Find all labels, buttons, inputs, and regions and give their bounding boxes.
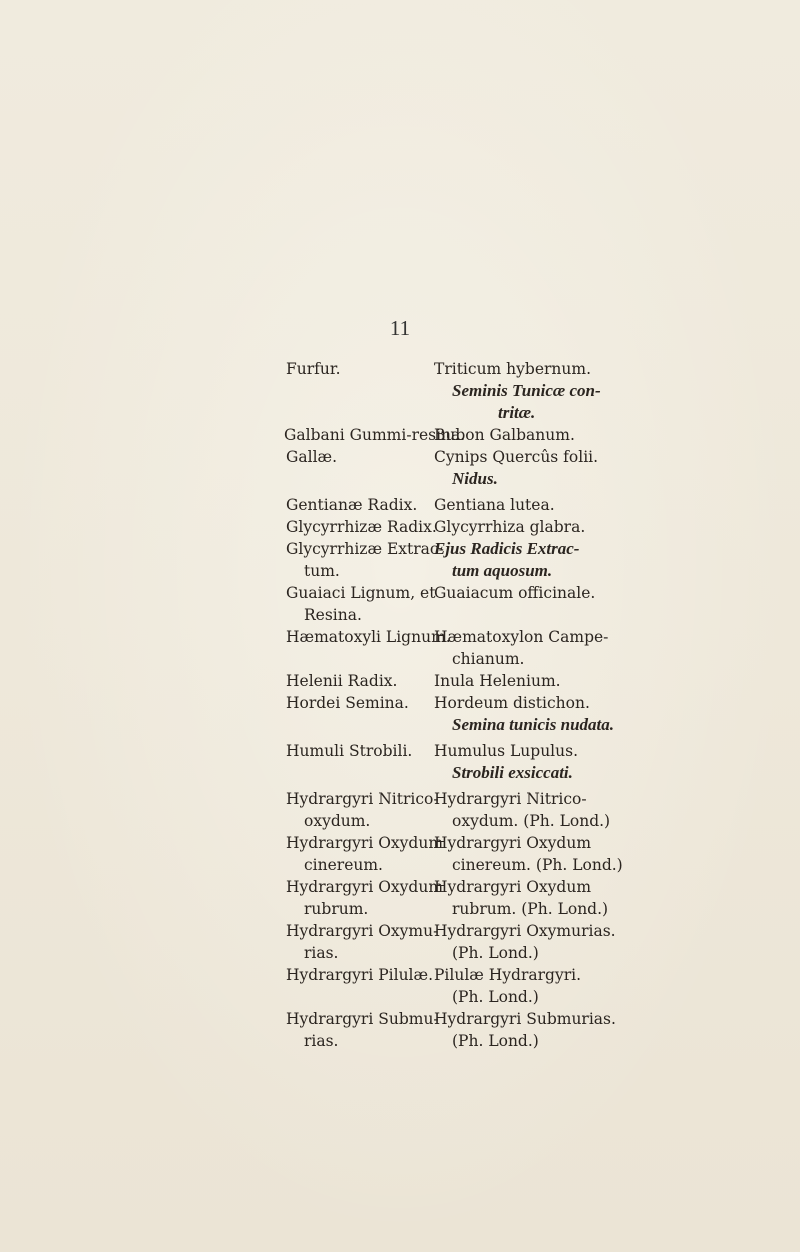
official-name-line: Hydrargyri Oxydum — [286, 834, 444, 852]
official-name-line: Galbani Gummi-resina. — [284, 426, 466, 444]
list-entry — [286, 832, 666, 876]
source-name — [434, 582, 666, 604]
official-name-line: Glycyrrhizæ Radix. — [286, 518, 437, 536]
source-name-line: Triticum hybernum. — [434, 360, 592, 378]
source-name — [434, 494, 666, 516]
official-name — [286, 582, 434, 626]
list-entry — [286, 964, 666, 1008]
source-name-line: Hydrargyri Oxymurias. — [434, 922, 616, 940]
source-name-line: (Ph. Lond.) — [452, 988, 539, 1006]
official-name-line: Hydrargyri Oxymu- — [286, 922, 439, 940]
source-name — [434, 740, 666, 784]
source-name-line: Hydrargyri Submurias. — [434, 1010, 616, 1028]
official-name-line: tum. — [304, 562, 340, 580]
source-name — [434, 358, 666, 424]
official-name-line: Furfur. — [286, 360, 341, 378]
list-entry — [286, 788, 666, 832]
list-entry — [286, 692, 666, 736]
official-name — [286, 740, 434, 762]
source-name-line: (Ph. Lond.) — [452, 944, 539, 962]
official-name — [286, 788, 439, 832]
official-name-line: Glycyrrhizæ Extrac- — [286, 540, 444, 558]
official-name — [286, 670, 434, 692]
source-name — [434, 964, 666, 1008]
source-name-line: Inula Helenium. — [434, 672, 561, 690]
source-name-line: Gentiana lutea. — [434, 496, 555, 514]
source-name-line: Guaiacum officinale. — [434, 584, 596, 602]
source-name — [434, 788, 666, 832]
official-name — [286, 1008, 439, 1052]
source-name-line: Hordeum distichon. — [434, 694, 590, 712]
source-note: Seminis Tunicæ con- — [452, 381, 601, 400]
official-name — [286, 832, 444, 876]
official-name — [286, 964, 434, 986]
list-entry — [286, 1008, 666, 1052]
page-number: 11 — [389, 316, 411, 340]
source-name — [434, 424, 666, 446]
source-name-line: Hydrargyri Nitrico- — [434, 790, 587, 808]
source-name-line: oxydum. (Ph. Lond.) — [452, 812, 611, 830]
source-note: Semina tunicis nudata. — [452, 715, 615, 734]
official-name-line: oxydum. — [304, 812, 371, 830]
source-name — [434, 876, 666, 920]
official-name-line: cinereum. — [304, 856, 383, 874]
materia-medica-list — [286, 358, 666, 1052]
official-name-line: rubrum. — [304, 900, 369, 918]
official-name-line: Hordei Semina. — [286, 694, 409, 712]
official-name — [286, 920, 439, 964]
list-entry — [286, 516, 666, 538]
list-entry — [286, 424, 666, 446]
list-entry — [286, 740, 666, 784]
source-name-line: Pilulæ Hydrargyri. — [434, 966, 582, 984]
source-name — [434, 670, 666, 692]
source-name — [434, 1008, 666, 1052]
official-name-line: Hæmatoxyli Lignum. — [286, 628, 451, 646]
list-entry — [286, 626, 666, 670]
official-name-line: Hydrargyri Oxydum — [286, 878, 444, 896]
official-name-line: Hydrargyri Nitrico- — [286, 790, 439, 808]
source-name-line: Hydrargyri Oxydum — [434, 878, 592, 896]
source-name-line: (Ph. Lond.) — [452, 1032, 539, 1050]
official-name-line: rias. — [304, 1032, 339, 1050]
source-name-line: Hæmatoxylon Campe- — [434, 628, 609, 646]
official-name — [286, 626, 451, 648]
source-name — [434, 538, 666, 582]
official-name — [286, 494, 434, 516]
source-name — [434, 692, 666, 736]
source-note: tum aquosum. — [452, 561, 553, 580]
source-name-line: Hydrargyri Oxydum — [434, 834, 592, 852]
official-name — [286, 516, 437, 538]
source-note: Strobili exsiccati. — [452, 763, 573, 782]
source-name — [434, 626, 666, 670]
source-note: tritæ. — [498, 403, 536, 422]
source-name-line: Bubon Galbanum. — [434, 426, 575, 444]
official-name-line: Hydrargyri Submu- — [286, 1010, 439, 1028]
source-name-line: Humulus Lupulus. — [434, 742, 579, 760]
official-name-line: Humuli Strobili. — [286, 742, 413, 760]
official-name — [286, 538, 444, 582]
official-name-line: Resina. — [304, 606, 362, 624]
official-name-line: Gallæ. — [286, 448, 338, 466]
official-name-line: Guaiaci Lignum, et — [286, 584, 436, 602]
official-name — [286, 692, 434, 714]
source-name-line: chianum. — [452, 650, 525, 668]
source-name-line: Cynips Quercûs folii. — [434, 448, 599, 466]
source-name-line: Glycyrrhiza glabra. — [434, 518, 586, 536]
list-entry — [286, 494, 666, 516]
list-entry — [286, 876, 666, 920]
source-name — [434, 920, 666, 964]
official-name — [286, 876, 444, 920]
list-entry — [286, 446, 666, 490]
list-entry — [286, 670, 666, 692]
source-name-line: rubrum. (Ph. Lond.) — [452, 900, 609, 918]
official-name — [286, 358, 434, 380]
source-note: Nidus. — [452, 469, 498, 488]
official-name-line: rias. — [304, 944, 339, 962]
list-entry — [286, 538, 666, 582]
source-name — [434, 446, 666, 490]
source-note: Ejus Radicis Extrac- — [434, 539, 580, 558]
source-name-line: cinereum. (Ph. Lond.) — [452, 856, 623, 874]
official-name-line: Helenii Radix. — [286, 672, 398, 690]
official-name — [284, 424, 466, 446]
official-name-line: Gentianæ Radix. — [286, 496, 418, 514]
list-entry — [286, 358, 666, 424]
list-entry — [286, 920, 666, 964]
official-name-line: Hydrargyri Pilulæ. — [286, 966, 434, 984]
source-name — [434, 832, 666, 876]
list-entry — [286, 582, 666, 626]
official-name — [286, 446, 434, 468]
source-name — [434, 516, 666, 538]
